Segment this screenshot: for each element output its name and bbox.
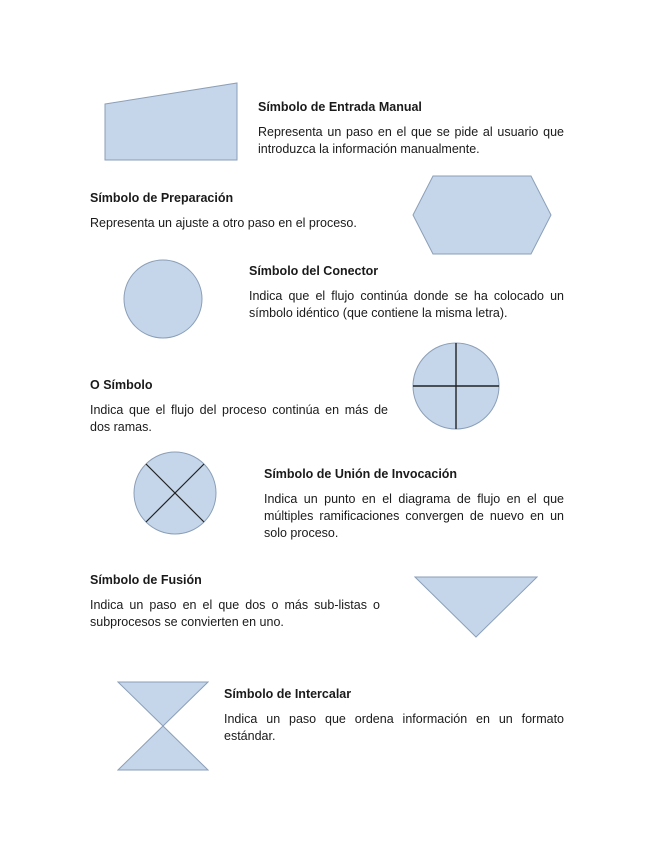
symbol-description: Indica que el flujo continúa donde se ha colocado un símbolo idéntico (que contiene la misma letra). [249, 289, 564, 320]
symbol-description: Indica un paso en el que dos o más sub-listas o subprocesos se convierten en uno. [90, 598, 380, 629]
symbol-block-or [90, 378, 388, 436]
symbol-title: Símbolo de Entrada Manual [258, 100, 422, 114]
symbol-block-collate [224, 687, 564, 745]
symbol-description: Indica un punto en el diagrama de flujo en el que múltiples ramificaciones convergen de nuevo en un solo proceso. [264, 492, 564, 540]
symbol-description: Representa un ajuste a otro paso en el proceso. [90, 216, 357, 230]
symbol-block-summing-junction [264, 467, 564, 542]
symbol-description: Representa un paso en el que se pide al usuario que introduzca la información manualmente. [258, 125, 564, 156]
symbol-description: Indica un paso que ordena información en un formato estándar. [224, 712, 564, 743]
symbol-block-connector [249, 264, 564, 322]
symbol-block-merge [90, 573, 380, 631]
symbol-title: Símbolo de Unión de Invocación [264, 467, 458, 481]
merge-triangle-icon [414, 576, 538, 638]
symbol-title: Símbolo de Intercalar [224, 687, 352, 701]
connector-circle-icon [122, 258, 204, 340]
symbol-block-preparation [90, 191, 390, 232]
symbol-title: Símbolo de Fusión [90, 573, 202, 587]
summing-junction-icon [132, 450, 218, 536]
symbol-block-manual-input [258, 100, 564, 158]
preparation-hexagon-icon [411, 175, 553, 255]
manual-input-icon [104, 82, 239, 162]
or-symbol-icon [411, 341, 501, 431]
collate-hourglass-icon [117, 681, 209, 771]
symbol-title: Símbolo de Preparación [90, 191, 234, 205]
symbol-description: Indica que el flujo del proceso continúa en más de dos ramas. [90, 403, 388, 434]
symbol-title: Símbolo del Conector [249, 264, 379, 278]
symbol-title: O Símbolo [90, 378, 153, 392]
